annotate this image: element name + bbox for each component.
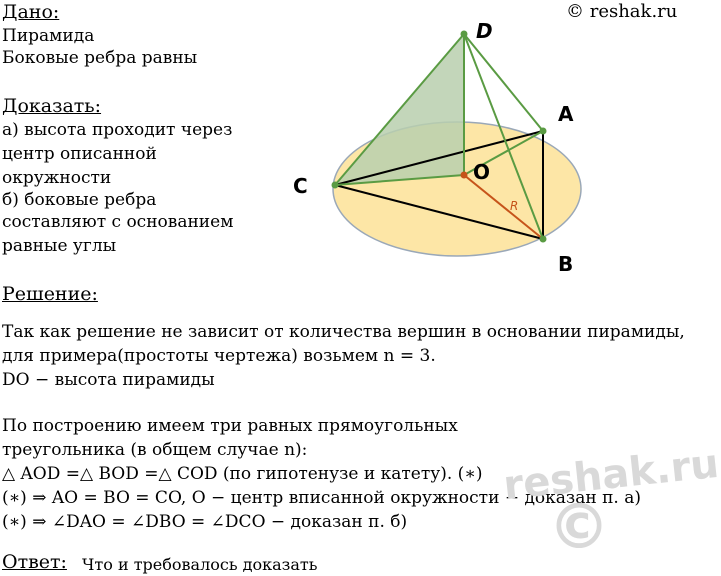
prove-line-6: равные углы <box>2 236 117 256</box>
label-c: C <box>293 174 308 198</box>
edge-da <box>464 34 543 131</box>
vertex-a <box>540 128 547 135</box>
watermark-symbol: © <box>548 490 610 563</box>
center-o <box>461 172 468 179</box>
copyright: © reshak.ru <box>566 1 678 22</box>
label-r: R <box>510 199 519 213</box>
vertex-b <box>540 236 547 243</box>
vertex-d <box>461 31 468 38</box>
solution-line-1: Так как решение не зависит от количества вершин в основании пирамиды, <box>2 322 685 342</box>
solution-header: Решение: <box>2 283 98 305</box>
answer-header: Ответ: <box>2 551 67 573</box>
prove-line-3: окружности <box>2 168 112 188</box>
given-line-1: Пирамида <box>2 26 95 46</box>
solution-line-8: (∗) ⇒ ∠DAO = ∠DBO = ∠DCO − доказан п. б) <box>2 512 408 532</box>
label-b: B <box>558 252 574 276</box>
answer-text: Что и требовалось доказать <box>82 555 318 574</box>
label-a: A <box>558 102 574 126</box>
solution-line-3: DO − высота пирамиды <box>2 370 215 390</box>
given-header: Дано: <box>2 1 60 23</box>
solution-line-2: для примера(простоты чертежа) возьмем n = 3. <box>2 346 436 366</box>
prove-header: Доказать: <box>2 95 102 117</box>
given-line-2: Боковые ребра равны <box>2 48 198 68</box>
watermark-text: reshak.ru <box>501 440 721 510</box>
solution-line-6: △ AOD =△ BOD =△ COD (по гипотенузе и катету). (∗) <box>2 464 483 484</box>
prove-line-5: составляют с основанием <box>2 212 234 232</box>
prove-line-4: б) боковые ребра <box>2 190 157 210</box>
solution-line-5: треугольника (в общем случае n): <box>2 440 308 460</box>
label-o: O <box>473 160 491 184</box>
solution-line-7: (∗) ⇒ AO = BO = CO, O − центр вписанной окружности − доказан п. а) <box>2 488 641 508</box>
vertex-c <box>332 182 339 189</box>
prove-line-2: центр описанной <box>2 144 157 164</box>
prove-line-1: а) высота проходит через <box>2 120 233 140</box>
solution-line-4: По построению имеем три равных прямоугольных <box>2 416 458 436</box>
label-d: D <box>476 19 493 43</box>
